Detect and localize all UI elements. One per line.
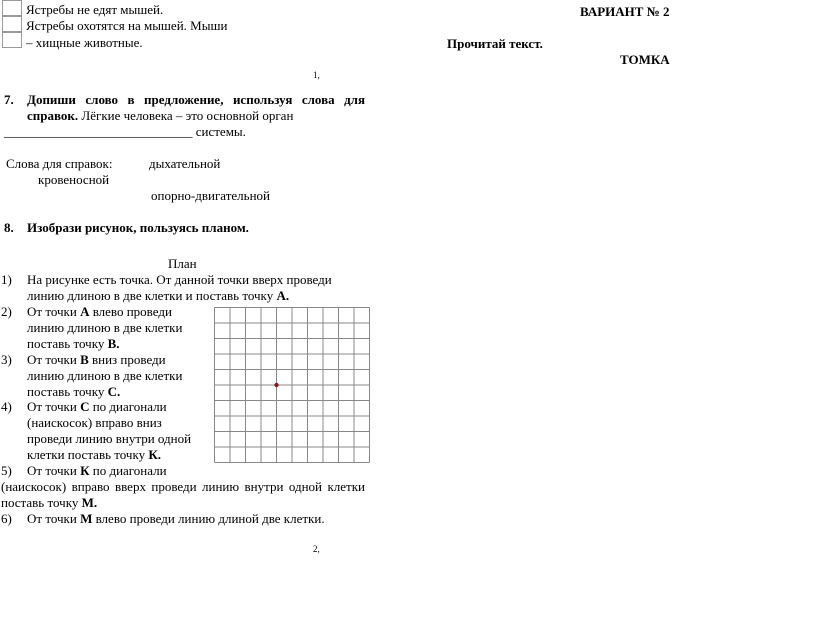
story-title: ТОМКА xyxy=(620,52,670,67)
variant-heading: ВАРИАНТ № 2 xyxy=(580,4,670,19)
step-6-line-1 xyxy=(27,511,325,527)
step-text: поставь точку xyxy=(27,384,108,399)
plan-title: План xyxy=(168,256,197,271)
point-label: М xyxy=(80,511,93,526)
answer-blank[interactable]: _____________________________ xyxy=(4,124,193,139)
step-1-text: линию длиною в две клетки и поставь точку xyxy=(27,288,277,303)
question-7-title-end: справок. xyxy=(27,108,79,123)
step-text: От точки xyxy=(27,511,81,526)
answer-option-2: Ястребы охотятся на мышей. Мыши xyxy=(26,18,228,33)
answer-checkbox-1[interactable] xyxy=(2,0,22,16)
step-5-line-3 xyxy=(1,495,97,511)
point-label: М. xyxy=(81,495,98,510)
answer-option-3: – хищные животные. xyxy=(26,35,143,50)
word-option-1: дыхательной xyxy=(149,156,221,171)
point-label: В. xyxy=(107,336,120,351)
step-text: От точки xyxy=(27,399,81,414)
step-1-line-2 xyxy=(27,288,289,304)
step-number: 3) xyxy=(1,352,12,367)
point-label: С xyxy=(80,399,90,414)
question-7-sentence: Лёгкие человека – это основной орган xyxy=(78,108,294,123)
step-text: От точки xyxy=(27,463,81,478)
point-label: С. xyxy=(107,384,121,399)
question-7-sentence-end: системы. xyxy=(192,124,246,139)
point-label: К. xyxy=(148,447,162,462)
step-text: поставь точку xyxy=(1,495,82,510)
step-4-line-1 xyxy=(27,399,167,415)
step-4-line-2: (наискосок) вправо вниз xyxy=(27,415,162,430)
answer-checkbox-2[interactable] xyxy=(2,16,22,32)
step-2-line-2: линию длиною в две клетки xyxy=(27,320,183,335)
step-text: по диагонали xyxy=(89,399,167,414)
step-text: От точки xyxy=(27,352,81,367)
question-7-title: Допиши слово в предложение, используя слова для xyxy=(27,92,365,107)
step-3-line-1 xyxy=(27,352,166,368)
point-label: А xyxy=(80,304,90,319)
step-number: 5) xyxy=(1,463,12,478)
answer-checkbox-3[interactable] xyxy=(2,32,22,48)
point-label: А. xyxy=(276,288,290,303)
step-4-line-4 xyxy=(27,447,161,463)
step-5-line-1 xyxy=(27,463,167,479)
question-7-answer-line xyxy=(4,124,246,140)
question-8-number: 8. xyxy=(4,220,14,235)
step-3-line-2: линию длиною в две клетки xyxy=(27,368,183,383)
step-1-line-1: На рисунке есть точка. От данной точки вверх проведи xyxy=(27,272,332,287)
step-number: 2) xyxy=(1,304,12,319)
step-number: 4) xyxy=(1,399,12,414)
step-2-line-1 xyxy=(27,304,172,320)
words-label: Слова для справок: xyxy=(6,156,113,171)
step-number: 1) xyxy=(1,272,12,287)
step-4-line-3: проведи линию внутри одной xyxy=(27,431,192,446)
word-option-3: опорно-двигательной xyxy=(151,188,270,203)
point-label: В xyxy=(80,352,89,367)
step-text: влево проведи линию длиной две клетки. xyxy=(92,511,325,526)
read-text-instruction: Прочитай текст. xyxy=(447,36,543,51)
step-text: вниз проведи xyxy=(88,352,166,367)
question-7-number: 7. xyxy=(4,92,14,107)
step-text: влево проведи xyxy=(89,304,172,319)
word-option-2: кровеносной xyxy=(38,172,110,187)
page-number-2: 2, xyxy=(313,544,320,554)
answer-option-1: Ястребы не едят мышей. xyxy=(26,2,164,17)
question-8-title: Изобрази рисунок, пользуясь планом. xyxy=(27,220,249,235)
start-point-dot xyxy=(274,383,278,387)
point-label: К xyxy=(80,463,90,478)
step-text: От точки xyxy=(27,304,81,319)
question-7-text xyxy=(27,108,293,124)
step-number: 6) xyxy=(1,511,12,526)
step-text: клетки поставь точку xyxy=(27,447,149,462)
step-3-line-3 xyxy=(27,384,120,400)
step-5-line-2: (наискосок) вправо вверх проведи линию внутри одной клетки xyxy=(1,479,365,494)
page-number: 1, xyxy=(313,70,320,80)
drawing-grid[interactable] xyxy=(214,307,371,464)
step-text: поставь точку xyxy=(27,336,108,351)
step-2-line-3 xyxy=(27,336,120,352)
step-text: по диагонали xyxy=(89,463,167,478)
